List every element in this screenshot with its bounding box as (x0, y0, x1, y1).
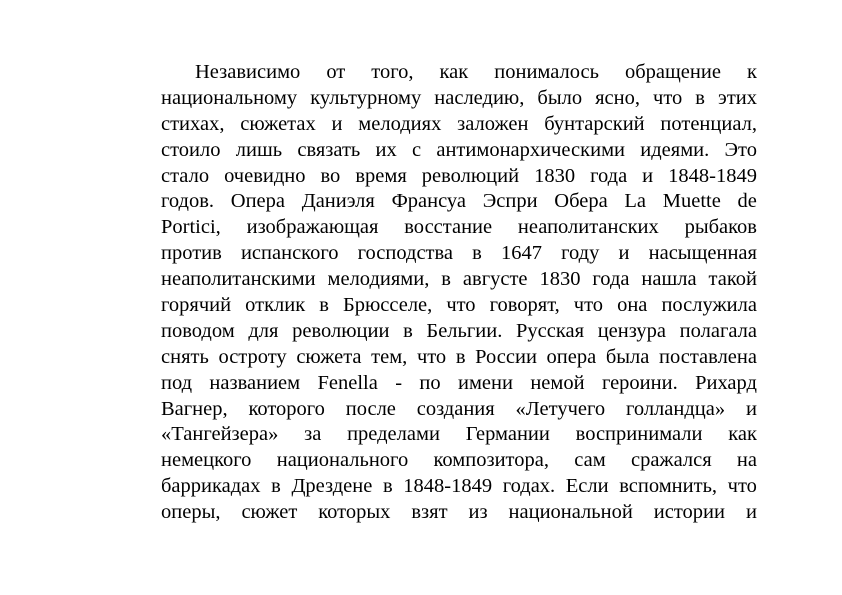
text-line: национальному культурному наследию, было ясно, что в этих (161, 86, 757, 109)
text-line: оперы, сюжет которых взят из национальной истории и (161, 501, 757, 524)
body-paragraph (161, 60, 757, 526)
text-line: стало очевидно во время революций 1830 года и 1848-1849 (161, 164, 757, 187)
text-line: годов. Опера Даниэля Франсуа Эспри Обера La Muette de (161, 190, 757, 213)
text-line: стоило лишь связать их с антимонархическими идеями. Это (161, 138, 757, 161)
text-line: неаполитанскими мелодиями, в августе 1830 года нашла такой (161, 268, 757, 291)
text-line: горячий отклик в Брюсселе, что говорят, что она послужила (161, 294, 757, 317)
text-line: «Тангейзера» за пределами Германии воспринимали как (161, 423, 757, 446)
text-line: Portici, изображающая восстание неаполитанских рыбаков (161, 216, 757, 239)
text-line: снять остроту сюжета тем, что в России опера была поставлена (161, 345, 757, 368)
text-line: под названием Fenella - по имени немой героини. Рихард (161, 371, 757, 394)
text-line: поводом для революции в Бельгии. Русская цензура полагала (161, 319, 757, 342)
text-line: Независимо от того, как понималось обращение к (195, 61, 757, 83)
text-line: стихах, сюжетах и мелодиях заложен бунтарский потенциал, (161, 112, 757, 135)
text-line: против испанского господства в 1647 году и насыщенная (161, 242, 757, 265)
text-line: Вагнер, которого после создания «Летучего голландца» и (161, 397, 757, 420)
text-line: немецкого национального композитора, сам сражался на (161, 449, 757, 472)
text-line: баррикадах в Дрездене в 1848-1849 годах. Если вспомнить, что (161, 475, 757, 498)
